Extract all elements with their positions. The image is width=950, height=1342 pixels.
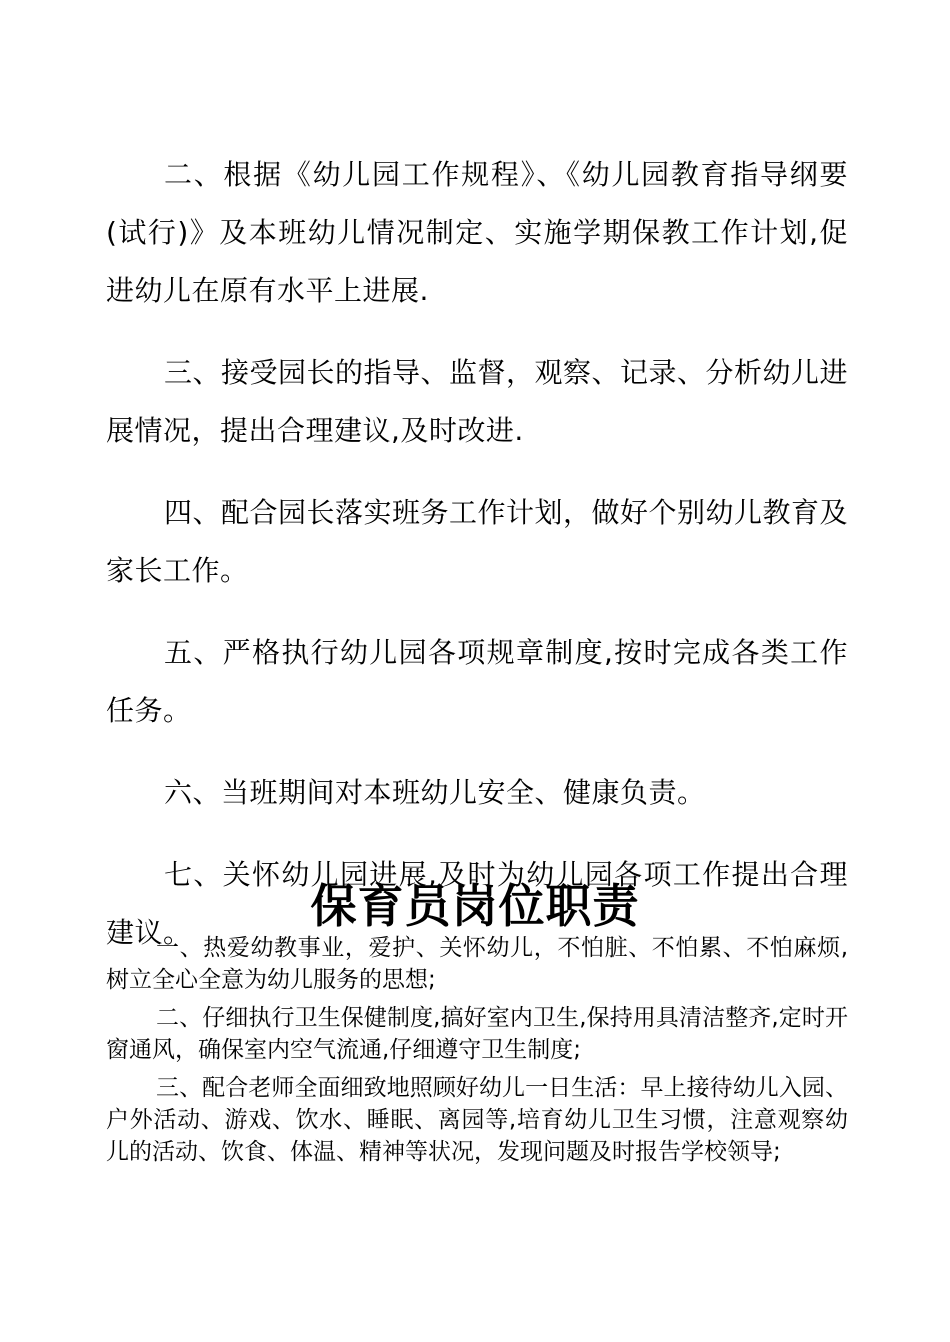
duty-paragraph-6: 六、当班期间对本班幼儿安全、健康负责。 (164, 776, 706, 809)
caregiver-paragraph-1: 一、热爱幼教事业，爱护、关怀幼儿，不怕脏、不怕累、不怕麻烦,树立全心全意为幼儿服务的思想; (106, 935, 848, 993)
section-heading: 保育员岗位职责 (310, 879, 640, 933)
duty-paragraph-3: 三、接受园长的指导、监督，观察、记录、分析幼儿进展情况，提出合理建议,及时改进. (106, 356, 849, 447)
caregiver-paragraph-3: 三、配合老师全面细致地照顾好幼儿一日生活：早上接待幼儿入园、户外活动、游戏、饮水、睡眠、离园等,培育幼儿卫生习惯，注意观察幼儿的活动、饮食、体温、精神等状况，发现问题及时报告学校领导; (106, 1075, 848, 1165)
duty-paragraph-7: 七、关怀幼儿园进展,及时为幼儿园各项工作提出合理建议。 (106, 858, 848, 949)
teacher-duties-section (106, 146, 848, 986)
duty-paragraph-5: 五、严格执行幼儿园各项规章制度,按时完成各类工作任务。 (106, 636, 848, 727)
caregiver-duties-section (106, 932, 848, 1174)
caregiver-paragraph-2: 二、仔细执行卫生保健制度,搞好室内卫生,保持用具清洁整齐,定时开窗通风，确保室内空气流通,仔细遵守卫生制度; (106, 1005, 848, 1063)
duty-paragraph-2: 二、根据《幼儿园工作规程》、《幼儿园教育指导纲要(试行)》及本班幼儿情况制定、实施学期保教工作计划,促进幼儿在原有水平上进展. (106, 158, 848, 307)
duty-paragraph-4: 四、配合园长落实班务工作计划，做好个别幼儿教育及家长工作。 (106, 496, 849, 587)
